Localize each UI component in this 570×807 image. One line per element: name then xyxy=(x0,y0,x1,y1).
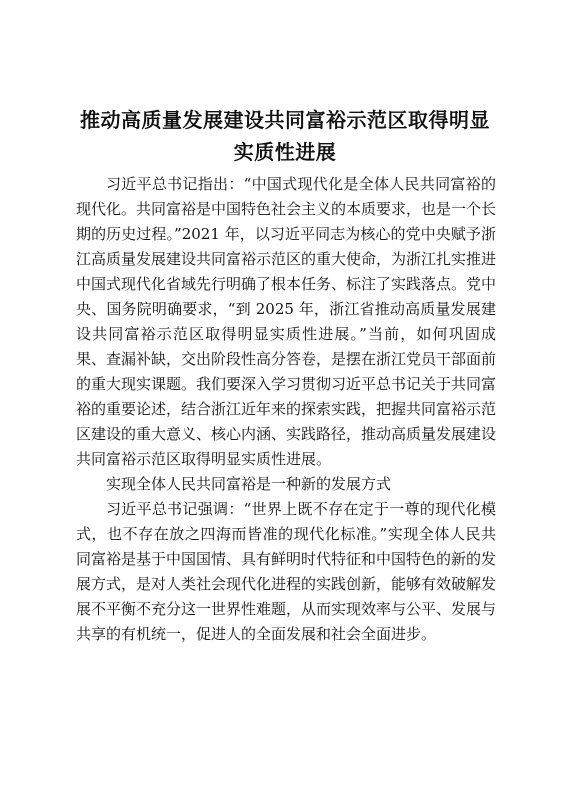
section-paragraph: 习近平总书记强调：“世界上既不存在定于一尊的现代化模式，也不存在放之四海而皆准的现代化标准。”实现全体人民共同富裕是基于中国国情、具有鲜明时代特征和中国特色的新的发展方式，是对人类社会现代化进程的实践创新，能够有效破解发展不平衡不充分这一世界性难题，从而实现效率与公平、发展与共享的有机统一，促进人的全面发展和社会全面进步。 xyxy=(76,500,497,643)
section-heading: 实现全体人民共同富裕是一种新的发展方式 xyxy=(106,475,392,493)
intro-paragraph: 习近平总书记指出：“中国式现代化是全体人民共同富裕的现代化。共同富裕是中国特色社会主义的本质要求，也是一个长期的历史过程。”2021 年，以习近平同志为核心的党中央赋予浙江高质量发展建设共同富裕示范区的重大使命，为浙江扎实推进中国式现代化省域先行明确了根本任务、标注了实践落点。党中央、国务院明确要求，“到 2025 年，浙江省推动高质量发展建设共同富裕示范区取得明显实质性进展。”当前，如何巩固成果、查漏补缺，交出阶段性高分答卷，是摆在浙江党员干部面前的重大现实课题。我们要深入学习贯彻习近平总书记关于共同富裕的重要论述，结合浙江近年来的探索实践，把握共同富裕示范区建设的重大意义、核心内涵、实践路径，推动高质量发展建设共同富裕示范区取得明显实质性进展。 xyxy=(76,175,497,468)
article-title: 推动高质量发展建设共同富裕示范区取得明显实质性进展 xyxy=(80,108,490,164)
article-body xyxy=(76,172,496,647)
